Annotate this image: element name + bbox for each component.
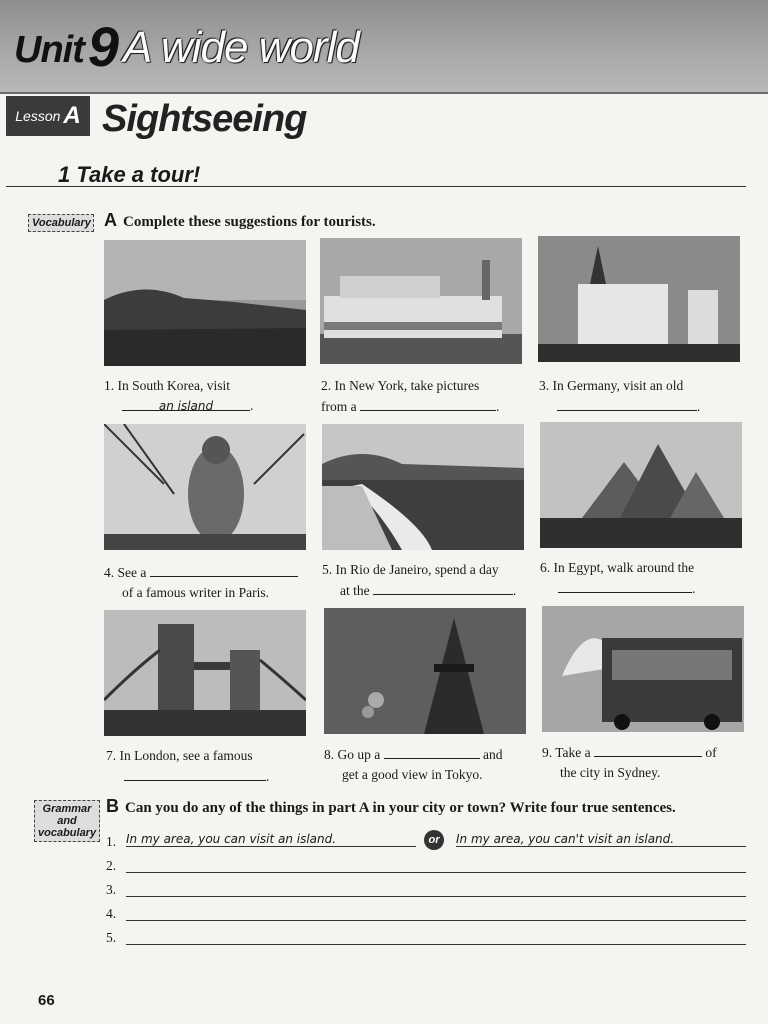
item-3-blank[interactable] (557, 396, 697, 411)
lesson-letter: A (63, 102, 81, 129)
vocabulary-tag: Vocabulary (28, 214, 94, 232)
item-2-prefix: 2. In New York, take pictures (321, 378, 480, 393)
item-1-answer[interactable]: an island (122, 396, 250, 411)
item-3 (539, 376, 743, 417)
part-b-letter: B (106, 796, 119, 816)
part-a-instruction: Complete these suggestions for tourists. (123, 214, 376, 230)
item-2-suffix: . (495, 399, 500, 414)
item-8 (324, 744, 528, 785)
item-4-line2: of a famous writer in Paris. (122, 585, 269, 600)
item-5-line2: at the (340, 583, 370, 598)
statue-photo (104, 424, 306, 550)
item-2-blank[interactable] (360, 396, 496, 411)
part-b-heading (106, 796, 676, 817)
item-5-blank[interactable] (373, 580, 513, 595)
tag-line-2: and (57, 815, 77, 827)
item-6-suffix: . (692, 581, 696, 596)
item-6-blank[interactable] (558, 578, 692, 593)
item-8-line2: get a good view in Tokyo. (342, 767, 483, 782)
item-9-prefix: 9. Take a (542, 745, 591, 760)
sentence-row-5 (106, 930, 746, 950)
item-6 (540, 558, 750, 599)
item-4-prefix: 4. See a (104, 565, 147, 580)
grammar-vocabulary-tag (34, 800, 100, 842)
example-right-answer[interactable]: In my area, you can't visit an island. (456, 832, 746, 847)
sentence-number: 4. (106, 906, 117, 921)
item-2-line2: from a (321, 399, 357, 414)
item-8-prefix: 8. Go up a (324, 747, 381, 762)
unit-heading (14, 14, 359, 79)
item-4 (104, 562, 308, 603)
sentence-line[interactable] (126, 920, 746, 921)
lesson-title: Sightseeing (102, 98, 307, 140)
pyramids-photo (540, 422, 742, 548)
island-photo (104, 240, 306, 366)
item-7-blank[interactable] (124, 766, 266, 781)
tag-line-1: Grammar (42, 803, 92, 815)
item-3-prefix: 3. In Germany, visit an old (539, 378, 684, 393)
item-3-suffix: . (697, 399, 701, 414)
item-9-line2: the city in Sydney. (560, 765, 661, 780)
castle-photo (538, 236, 740, 362)
item-1-prefix: 1. In South Korea, visit (104, 378, 230, 393)
item-1-suffix: . (250, 398, 254, 413)
item-9-after: of (705, 745, 717, 760)
lesson-badge (6, 96, 90, 136)
beach-photo (322, 424, 524, 550)
item-8-after: and (483, 747, 503, 762)
sentence-row-3 (106, 882, 746, 902)
sentence-number: 5. (106, 930, 117, 945)
unit-title: A wide world (123, 23, 359, 72)
unit-banner (0, 0, 768, 94)
bridge-photo (104, 610, 306, 736)
tower-photo (324, 608, 526, 734)
item-5 (322, 560, 526, 601)
part-a-heading (104, 210, 376, 231)
item-9-blank[interactable] (594, 742, 702, 757)
sentence-number: 3. (106, 882, 117, 897)
unit-word: Unit (14, 29, 84, 71)
sentence-line[interactable] (126, 944, 746, 945)
item-2 (321, 376, 525, 417)
item-9 (542, 742, 738, 783)
sentence-line[interactable] (126, 872, 746, 873)
item-1 (104, 376, 308, 416)
item-4-blank[interactable] (150, 562, 298, 577)
opera-house-bus-photo (542, 606, 744, 732)
sentence-number: 2. (106, 858, 117, 873)
sentence-number: 1. (106, 834, 117, 849)
item-7-suffix: . (266, 769, 270, 784)
unit-number: 9 (87, 15, 120, 78)
sentence-row-2 (106, 858, 746, 878)
ferry-photo (320, 238, 522, 364)
or-badge: or (424, 830, 444, 850)
sentence-line[interactable] (126, 896, 746, 897)
example-left-answer[interactable]: In my area, you can visit an island. (126, 832, 416, 847)
section-title: 1 Take a tour! (58, 162, 201, 187)
item-8-blank[interactable] (384, 744, 480, 759)
item-7 (106, 746, 310, 787)
sentence-row-4 (106, 906, 746, 926)
tag-line-3: vocabulary (38, 827, 97, 839)
item-5-prefix: 5. In Rio de Janeiro, spend a day (322, 562, 499, 577)
item-7-prefix: 7. In London, see a famous (106, 748, 253, 763)
part-a-letter: A (104, 210, 117, 230)
lesson-word: Lesson (15, 108, 61, 124)
item-5-suffix: . (513, 583, 517, 598)
item-6-prefix: 6. In Egypt, walk around the (540, 560, 695, 575)
page-number: 66 (38, 992, 55, 1009)
section-divider (6, 186, 746, 187)
part-b-instruction: Can you do any of the things in part A in your city or town? Write four true sentences. (125, 800, 676, 816)
